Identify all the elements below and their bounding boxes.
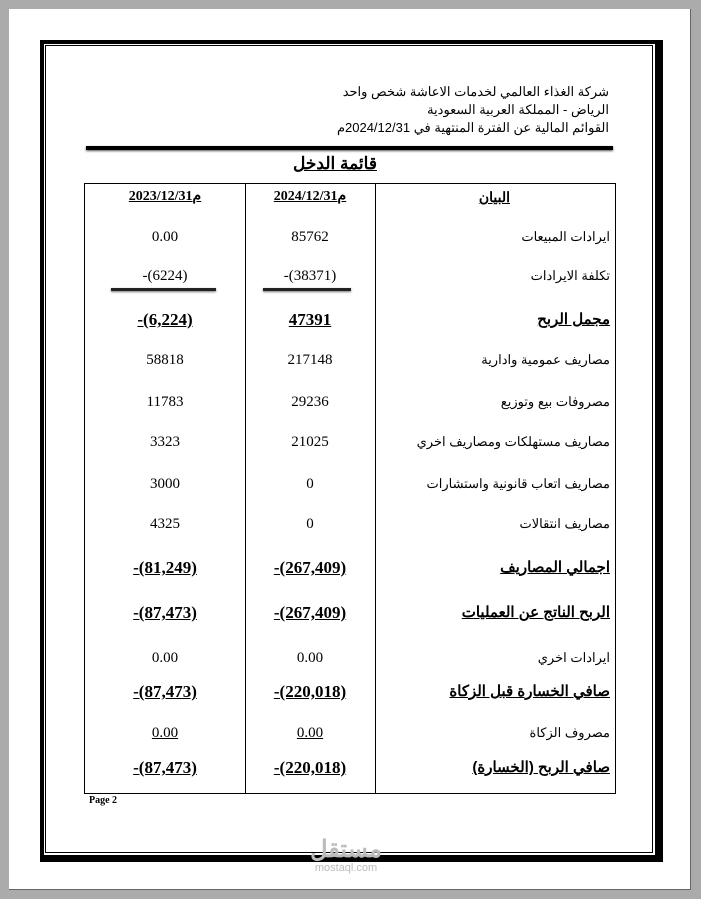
table-row (85, 680, 615, 704)
table-row (85, 756, 615, 780)
value-2023: -(6224) (142, 268, 188, 284)
row-label: اجمالي المصاريف (500, 559, 610, 576)
value-2023: -(87,473) (133, 682, 197, 701)
table-row (85, 430, 615, 454)
table-row (85, 512, 615, 536)
value-2023: -(6,224) (137, 310, 193, 329)
row-label: صافي الخسارة قبل الزكاة (449, 683, 610, 700)
column-header-prior: 2023/12/31م (128, 189, 202, 204)
page-number: Page 2 (89, 795, 118, 806)
value-2024: 0 (306, 476, 314, 492)
table-row (85, 556, 615, 580)
value-2024: -(38371) (283, 268, 337, 284)
row-label: مصاريف عمومية وادارية (481, 352, 610, 367)
value-2024: 85762 (291, 229, 329, 245)
watermark-site: mostaql.com (314, 862, 378, 874)
value-2023: 0.00 (151, 650, 179, 666)
table-row (85, 264, 615, 288)
row-label: مصاريف مستهلكات ومصاريف اخري (416, 434, 610, 449)
table-row (85, 601, 615, 625)
row-label: ايرادات اخري (537, 650, 610, 665)
value-2024: 0.00 (296, 650, 324, 666)
value-2024: 217148 (287, 352, 333, 368)
page-border-shadow-right (655, 40, 663, 862)
value-2024: -(220,018) (273, 758, 347, 777)
table-row (85, 390, 615, 414)
table-row (85, 721, 615, 745)
row-label: الربح الناتج عن العمليات (461, 604, 610, 621)
row-label: صافي الربح (الخسارة) (472, 759, 610, 776)
value-2023: 3323 (150, 434, 180, 450)
value-2023: -(87,473) (133, 603, 197, 622)
value-2023: -(81,249) (133, 558, 197, 577)
row-label: مصروفات بيع وتوزيع (500, 394, 610, 409)
value-2023: 58818 (146, 352, 184, 368)
table-row (85, 308, 615, 332)
row-label: مصاريف انتقالات (519, 516, 610, 531)
value-2024: 47391 (288, 310, 332, 329)
value-2024: 21025 (291, 434, 329, 450)
table-header-row (85, 185, 615, 209)
income-statement-table (84, 183, 616, 794)
value-2024: 29236 (291, 394, 329, 410)
value-2023: -(87,473) (133, 758, 197, 777)
watermark-logo (296, 838, 396, 874)
value-2024: -(267,409) (273, 558, 347, 577)
row-label: مصروف الزكاة (529, 725, 610, 740)
value-2024: -(220,018) (273, 682, 347, 701)
column-header-current: 2024/12/31م (273, 189, 347, 204)
value-2023: 0.00 (151, 725, 179, 741)
table-row (85, 225, 615, 249)
row-label: تكلفة الايرادات (530, 268, 610, 283)
table-row (85, 348, 615, 372)
value-2023: 11783 (146, 394, 184, 410)
statement-period: القوائم المالية عن الفترة المنتهية في 2024/12/31م (336, 120, 609, 135)
row-label: مجمل الربح (537, 311, 610, 328)
statement-title: قائمة الدخل (293, 154, 377, 173)
company-location: الرياض - المملكة العربية السعودية (427, 102, 609, 117)
row-label: ايرادات المبيعات (521, 229, 610, 244)
table-row (85, 646, 615, 670)
row-label: مصاريف اتعاب قانونية واستشارات (426, 476, 610, 491)
subtotal-line (111, 288, 216, 291)
table-row (85, 472, 615, 496)
value-2024: 0.00 (296, 725, 324, 741)
value-2024: 0 (306, 516, 314, 532)
header-divider (86, 146, 613, 150)
value-2023: 3000 (150, 476, 180, 492)
value-2024: -(267,409) (273, 603, 347, 622)
value-2023: 0.00 (151, 229, 179, 245)
company-name: شركة الغذاء العالمي لخدمات الاعاشة شخص واحد (342, 84, 609, 99)
column-header-label: البيان (478, 189, 510, 205)
subtotal-line (263, 288, 351, 291)
value-2023: 4325 (150, 516, 180, 532)
watermark-arabic: مستقل (310, 836, 382, 863)
